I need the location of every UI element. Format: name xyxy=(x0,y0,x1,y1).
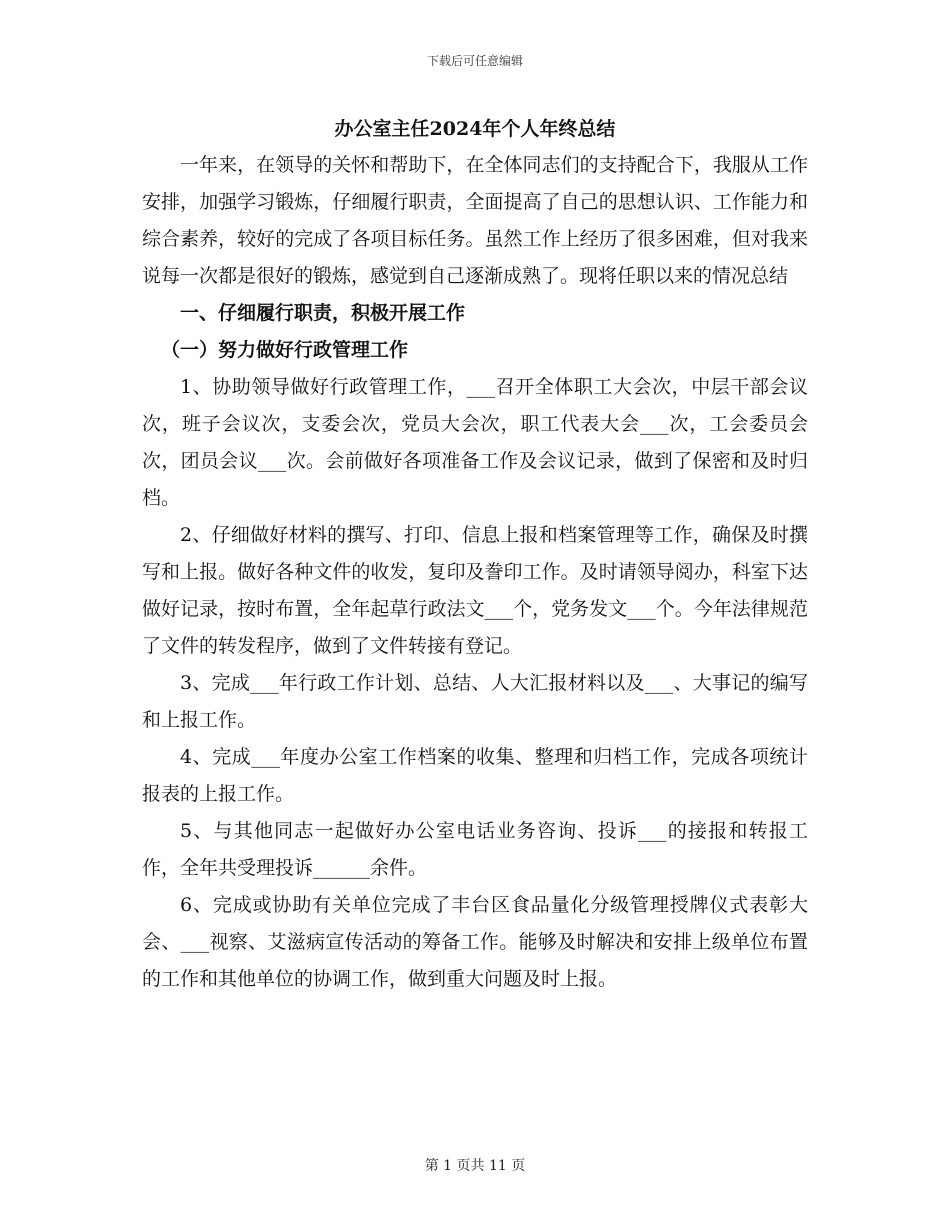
section-heading: 一、仔细履行职责，积极开展工作 xyxy=(180,302,466,324)
list-item-6: 6、完成或协助有关单位完成了丰台区食品量化分级管理授牌仪式表彰大会、___视察、艾滋病宣传活动的筹备工作。能够及时解决和安排上级单位布置的工作和其他单位的协调工作，做到重大问题及时上报。 xyxy=(142,894,808,990)
intro-paragraph: 一年来，在领导的关怀和帮助下，在全体同志们的支持配合下，我服从工作安排，加强学习锻炼，仔细履行职责，全面提高了自己的思想认识、工作能力和综合素养，较好的完成了各项目标任务。虽然工作上经历了很多困难，但对我来说每一次都是很好的锻炼，感觉到自己逐渐成熟了。现将任职以来的情况总结 xyxy=(142,154,808,287)
list-item-5: 5、与其他同志一起做好办公室电话业务咨询、投诉___的接报和转报工作，全年共受理投诉______余件。 xyxy=(142,820,808,879)
list-item-2: 2、仔细做好材料的撰写、打印、信息上报和档案管理等工作，确保及时撰写和上报。做好各种文件的收发，复印及誊印工作。及时请领导阅办，科室下达做好记录，按时布置，全年起草行政法文___个，党务发文___个。今年法律规范了文件的转发程序，做到了文件转接有登记。 xyxy=(142,524,808,657)
document-body xyxy=(142,147,808,998)
page-header-note: 下载后可任意编辑 xyxy=(426,54,523,68)
page-footer: 第 1 页共 11 页 xyxy=(424,1158,526,1174)
list-item-4: 4、完成___年度办公室工作档案的收集、整理和归档工作，完成各项统计报表的上报工作。 xyxy=(142,746,808,805)
document-title: 办公室主任2024年个人年终总结 xyxy=(334,118,616,140)
list-item-1: 1、协助领导做好行政管理工作，___召开全体职工大会次，中层干部会议次，班子会议次，支委会次，党员大会次，职工代表大会___次，工会委员会次，团员会议___次。会前做好各项准备工作及会议记录，做到了保密和及时归档。 xyxy=(142,376,808,509)
subsection-heading: （一）努力做好行政管理工作 xyxy=(161,339,409,361)
list-item-3: 3、完成___年行政工作计划、总结、人大汇报材料以及___、大事记的编写和上报工作。 xyxy=(142,672,808,731)
